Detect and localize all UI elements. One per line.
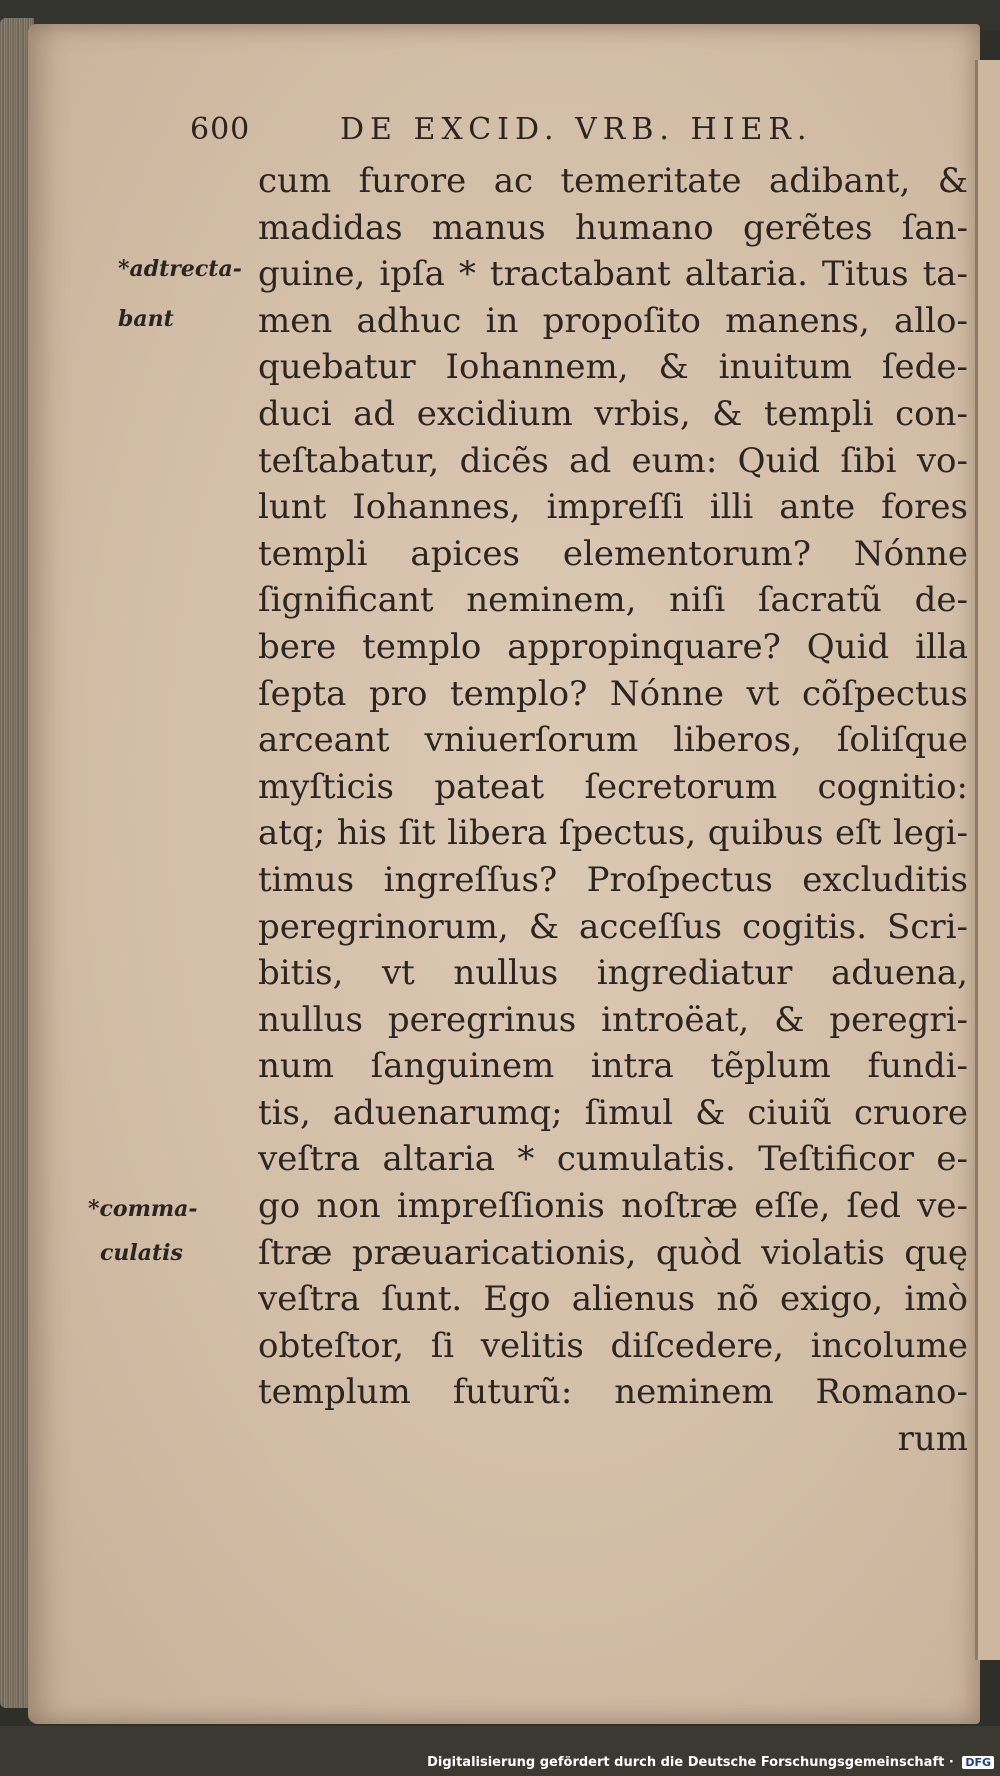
text-line: teſtabatur, dicẽs ad eum: Quid ſibi vo- bbox=[258, 440, 968, 481]
text-line: peregrinorum, & acceſſus cogitis. Scri- bbox=[258, 906, 968, 947]
text-line: guine, ipſa * tractabant altaria. Titus ta- bbox=[258, 254, 968, 295]
text-line: templi apices elementorum? Nónne bbox=[258, 533, 968, 574]
text-line: madidas manus humano gerẽtes ſan- bbox=[258, 207, 968, 248]
catchword: rum bbox=[897, 1419, 968, 1460]
text-line: cum furore ac temeritate adibant, & bbox=[258, 161, 968, 201]
text-line: ſepta pro templo? Nónne vt cõſpectus bbox=[258, 673, 968, 714]
dfg-logo: DFG bbox=[962, 1756, 994, 1769]
text-line: ſignificant neminem, niſi ſacratũ de- bbox=[258, 580, 968, 621]
text-line: obteſtor, ſi velitis diſcedere, incolume bbox=[258, 1325, 968, 1366]
running-header bbox=[190, 112, 910, 147]
digitization-credit: Digitalisierung gefördert durch die Deutsche Forschungsgemeinschaft · DFG bbox=[427, 1755, 994, 1770]
page-number: 600 bbox=[190, 112, 251, 147]
margin-note: culatis bbox=[100, 1240, 183, 1266]
text-line: duci ad excidium vrbis, & templi con- bbox=[258, 393, 968, 434]
margin-note: *comma- bbox=[88, 1196, 198, 1222]
text-line: templum futurũ: neminem Romano- bbox=[258, 1372, 968, 1413]
text-line: bitis, vt nullus ingrediatur aduena, bbox=[258, 953, 968, 994]
text-line: nullus peregrinus introëat, & peregri- bbox=[258, 999, 968, 1040]
text-line: arceant vniuerſorum liberos, ſoliſque bbox=[258, 720, 968, 761]
text-line: num ſanguinem intra tẽplum fundi- bbox=[258, 1046, 968, 1087]
facing-page-edge bbox=[975, 60, 1000, 1660]
running-title: DE EXCID. VRB. HIER. bbox=[340, 112, 813, 147]
text-line: tis, aduenarumq; ſimul & ciuiũ cruore bbox=[258, 1092, 968, 1133]
text-line: timus ingreſſus? Proſpectus excluditis bbox=[258, 859, 968, 900]
text-line: lunt Iohannes, impreſſi illi ante fores bbox=[258, 487, 968, 528]
text-line: myſticis pateat ſecretorum cognitio: bbox=[258, 766, 968, 807]
text-line: quebatur Iohannem, & inuitum ſede- bbox=[258, 347, 968, 388]
credit-text: Digitalisierung gefördert durch die Deutsche Forschungsgemeinschaft bbox=[427, 1755, 945, 1770]
text-line: men adhuc in propoſito manens, allo- bbox=[258, 300, 968, 341]
text-line: atq; his ſit libera ſpectus, quibus eſt legi- bbox=[258, 813, 968, 854]
text-line: ſtræ præuaricationis, quòd violatis quę bbox=[258, 1232, 968, 1273]
body-text bbox=[258, 158, 968, 1463]
text-line: veſtra ſunt. Ego alienus nõ exigo, imò bbox=[258, 1279, 968, 1320]
text-line: bere templo appropinquare? Quid illa bbox=[258, 626, 968, 667]
margin-note: bant bbox=[118, 306, 174, 332]
text-line: veſtra altaria * cumulatis. Teſtificor e- bbox=[258, 1139, 968, 1180]
text-line: go non impreſſionis noſtræ eſſe, ſed ve- bbox=[258, 1186, 968, 1227]
margin-note: *adtrecta- bbox=[118, 256, 242, 282]
